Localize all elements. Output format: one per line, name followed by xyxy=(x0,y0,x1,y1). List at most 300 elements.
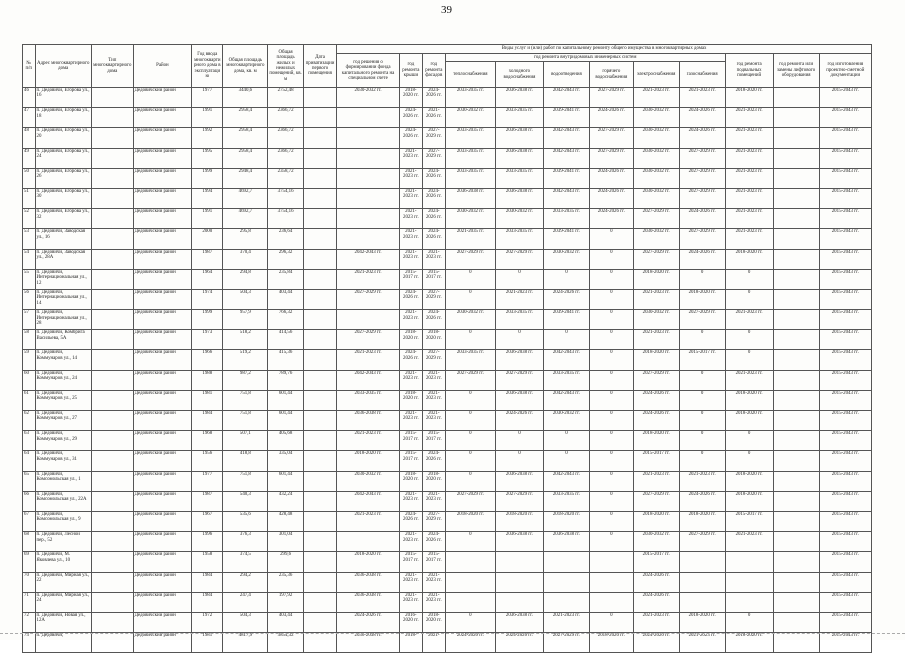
address-cell: п. Дедовичи, Заводская ул., 16 xyxy=(35,229,91,249)
address-cell: п. Дедовичи, Егорова ул., 18 xyxy=(35,108,91,128)
roof-cell: 2021-2023 гг. xyxy=(399,229,422,249)
hot-cell: 2027-2029 гг. xyxy=(589,148,633,168)
row-number: 52 xyxy=(23,209,36,229)
table-row xyxy=(23,229,872,249)
basement-cell: 2018-2020 гг. xyxy=(725,249,773,269)
total-area-cell: 751,8 xyxy=(223,411,268,431)
total-area-cell: 374,5 xyxy=(223,552,268,572)
facade-cell: 2018-2020 гг. xyxy=(422,330,445,350)
header-num: № п/п xyxy=(23,45,36,88)
elec-cell: 2030-2032 гг. xyxy=(633,229,679,249)
lift-cell xyxy=(773,148,819,168)
facade-cell: 2027-2029 гг. xyxy=(422,128,445,148)
type-cell xyxy=(91,592,133,612)
docs-cell: 2015-2043 гг. xyxy=(819,128,871,148)
heat-cell: 2030-2032 гг. xyxy=(445,108,495,128)
roof-cell: 2021-2023 гг. xyxy=(399,249,422,269)
res-area-cell: 236,64 xyxy=(268,229,304,249)
total-area-cell: 294,8 xyxy=(223,269,268,289)
cold-cell: 2033-2035 гг. xyxy=(495,310,543,330)
district-cell: Дедовичский район xyxy=(133,289,191,309)
basement-cell: 0 xyxy=(725,612,773,632)
lift-cell xyxy=(773,88,819,108)
address-cell: п. Дедовичи, Новая ул., 12А xyxy=(35,612,91,632)
cold-cell: 2018-2020 гг. xyxy=(495,511,543,531)
sewer-cell: 2042-2043 гг. xyxy=(543,390,589,410)
table-row xyxy=(23,310,872,330)
hot-cell xyxy=(589,572,633,592)
basement-cell xyxy=(725,552,773,572)
elec-cell: 2021-2023 гг. xyxy=(633,612,679,632)
sewer-cell: 0 xyxy=(543,269,589,289)
date-priv-cell xyxy=(303,128,336,148)
docs-cell: 2015-2043 гг. xyxy=(819,451,871,471)
type-cell xyxy=(91,88,133,108)
hot-cell: 0 xyxy=(589,511,633,531)
row-number: 51 xyxy=(23,188,36,208)
district-cell: Дедовичский район xyxy=(133,310,191,330)
gas-cell: 0 xyxy=(679,431,725,451)
total-area-cell: 2958,4 xyxy=(223,128,268,148)
gas-cell xyxy=(679,572,725,592)
sewer-cell: 2033-2035 гг. xyxy=(543,370,589,390)
date-priv-cell xyxy=(303,148,336,168)
date-priv-cell xyxy=(303,552,336,572)
table-row xyxy=(23,269,872,289)
fund-year-cell: 2021-2023 гг. xyxy=(337,269,400,289)
gas-cell: 2021-2023 гг. xyxy=(679,88,725,108)
fund-year-cell: 2021-2023 гг. xyxy=(337,431,400,451)
year-cell: 1977 xyxy=(192,88,223,108)
docs-cell: 2015-2043 гг. xyxy=(819,411,871,431)
row-number: 62 xyxy=(23,411,36,431)
docs-cell: 2015-2043 гг. xyxy=(819,390,871,410)
year-cell: 1988 xyxy=(192,370,223,390)
heat-cell: 2027-2029 гг. xyxy=(445,249,495,269)
date-priv-cell xyxy=(303,431,336,451)
total-area-cell: 987,2 xyxy=(223,370,268,390)
table-row xyxy=(23,390,872,410)
res-area-cell: 299,6 xyxy=(268,552,304,572)
table-row xyxy=(23,471,872,491)
address-cell: п. Дедовичи, Мирная ул., 22 xyxy=(35,572,91,592)
hot-cell: 0 xyxy=(589,310,633,330)
facade-cell: 2021-2023 гг. xyxy=(422,592,445,612)
lift-cell xyxy=(773,592,819,612)
basement-cell: 2021-2023 гг. xyxy=(725,148,773,168)
total-area-cell: 540,3 xyxy=(223,491,268,511)
cold-cell: 2036-2038 гг. xyxy=(495,532,543,552)
basement-cell: 0 xyxy=(725,431,773,451)
roof-cell: 2021-2023 гг. xyxy=(399,209,422,229)
basement-cell: 0 xyxy=(725,451,773,471)
heat-cell: 2033-2035 гг. xyxy=(445,148,495,168)
district-cell: Дедовичский район xyxy=(133,269,191,289)
gas-cell: 2024-2026 гг. xyxy=(679,108,725,128)
elec-cell: 2030-2032 гг. xyxy=(633,108,679,128)
type-cell xyxy=(91,431,133,451)
sewer-cell xyxy=(543,552,589,572)
hot-cell: 0 xyxy=(589,411,633,431)
cold-cell: 2036-2038 гг. xyxy=(495,612,543,632)
sewer-cell: 2042-2043 гг. xyxy=(543,128,589,148)
lift-cell xyxy=(773,431,819,451)
sewer-cell: 2042-2043 гг. xyxy=(543,88,589,108)
fund-year-cell: 2042-2043 гг. xyxy=(337,249,400,269)
year-cell: 1984 xyxy=(192,592,223,612)
fund-year-cell: 2024-2026 гг. xyxy=(337,612,400,632)
roof-cell: 2024-2026 гг. xyxy=(399,108,422,128)
facade-cell: 2015-2017 гг. xyxy=(422,552,445,572)
type-cell xyxy=(91,532,133,552)
docs-cell: 2015-2043 гг. xyxy=(819,88,871,108)
res-area-cell: 414,56 xyxy=(268,330,304,350)
sewer-cell: 2042-2043 гг. xyxy=(543,471,589,491)
date-priv-cell xyxy=(303,350,336,370)
elec-cell: 2018-2020 гг. xyxy=(633,511,679,531)
elec-cell: 2030-2032 гг. xyxy=(633,168,679,188)
row-number: 68 xyxy=(23,532,36,552)
type-cell xyxy=(91,168,133,188)
type-cell xyxy=(91,108,133,128)
date-priv-cell xyxy=(303,451,336,471)
roof-cell: 2024-2026 гг. xyxy=(399,511,422,531)
address-cell: п. Дедовичи, Егорова ул., 24 xyxy=(35,148,91,168)
cold-cell: 2036-2038 гг. xyxy=(495,128,543,148)
elec-cell: 2027-2029 гг. xyxy=(633,370,679,390)
cold-cell xyxy=(495,552,543,572)
address-cell: п. Дедовичи, Комсомольская ул., 22А xyxy=(35,491,91,511)
gas-cell: 2024-2026 гг. xyxy=(679,209,725,229)
header-lift: год ремонта или замены лифтового оборудования xyxy=(773,54,819,88)
lift-cell xyxy=(773,229,819,249)
district-cell: Дедовичский район xyxy=(133,451,191,471)
heat-cell xyxy=(445,572,495,592)
res-area-cell: 766,32 xyxy=(268,310,304,330)
district-cell: Дедовичский район xyxy=(133,572,191,592)
date-priv-cell xyxy=(303,491,336,511)
cold-cell: 2024-2026 гг. xyxy=(495,411,543,431)
hot-cell: 0 xyxy=(589,390,633,410)
total-area-cell: 370,4 xyxy=(223,249,268,269)
row-number: 53 xyxy=(23,229,36,249)
header-services-group: Виды услуг и (или) работ по капитальному ремонту общего имущества в многоквартирных домах xyxy=(337,45,872,54)
basement-cell: 2021-2023 гг. xyxy=(725,370,773,390)
sewer-cell: 2042-2043 гг. xyxy=(543,350,589,370)
total-area-cell: 295,8 xyxy=(223,229,268,249)
lift-cell xyxy=(773,128,819,148)
fund-year-cell xyxy=(337,148,400,168)
lift-cell xyxy=(773,390,819,410)
facade-cell: 2024-2026 гг. xyxy=(422,451,445,471)
gas-cell: 0 xyxy=(679,390,725,410)
basement-cell: 2021-2023 гг. xyxy=(725,108,773,128)
gas-cell: 2027-2029 гг. xyxy=(679,188,725,208)
lift-cell xyxy=(773,471,819,491)
lift-cell xyxy=(773,350,819,370)
gas-cell: 0 xyxy=(679,411,725,431)
address-cell: п. Дедовичи, Егорова ул., 16 xyxy=(35,88,91,108)
heat-cell: 2033-2035 гг. xyxy=(445,350,495,370)
year-cell: 1984 xyxy=(192,411,223,431)
basement-cell: 2021-2023 гг. xyxy=(725,188,773,208)
heat-cell: 0 xyxy=(445,390,495,410)
type-cell xyxy=(91,370,133,390)
elec-cell: 2027-2029 гг. xyxy=(633,491,679,511)
district-cell: Дедовичский район xyxy=(133,532,191,552)
gas-cell: 2018-2020 гг. xyxy=(679,612,725,632)
header-sewer: водоотведения xyxy=(543,62,589,88)
cold-cell: 0 xyxy=(495,451,543,471)
district-cell: Дедовичский район xyxy=(133,370,191,390)
heat-cell: 2033-2035 гг. xyxy=(445,128,495,148)
res-area-cell: 428,48 xyxy=(268,511,304,531)
res-area-cell: 432,24 xyxy=(268,491,304,511)
sewer-cell: 2024-2026 гг. xyxy=(543,289,589,309)
cold-cell: 2027-2029 гг. xyxy=(495,249,543,269)
res-area-cell: 601,44 xyxy=(268,471,304,491)
elec-cell: 2024-2026 гг. xyxy=(633,633,679,653)
roof-cell: 2021-2023 гг. xyxy=(399,532,422,552)
roof-cell: 2018-2020 гг. xyxy=(399,471,422,491)
row-number: 70 xyxy=(23,572,36,592)
cold-cell: 2036-2038 гг. xyxy=(495,350,543,370)
elec-cell: 2021-2023 гг. xyxy=(633,88,679,108)
res-area-cell: 296,32 xyxy=(268,249,304,269)
total-area-cell: 957,9 xyxy=(223,310,268,330)
total-area-cell: 418,8 xyxy=(223,451,268,471)
hot-cell: 0 xyxy=(589,491,633,511)
fund-year-cell: 2021-2023 гг. xyxy=(337,350,400,370)
fund-year-cell: 2030-2032 гг. xyxy=(337,471,400,491)
heat-cell: 0 xyxy=(445,431,495,451)
res-area-cell: 3854,32 xyxy=(268,633,304,653)
res-area-cell: 197,92 xyxy=(268,592,304,612)
cold-cell: 2033-2035 гг. xyxy=(495,108,543,128)
address-cell: п. Дедовичи, Интернациональная ул., 12 xyxy=(35,269,91,289)
docs-cell: 2015-2043 гг. xyxy=(819,229,871,249)
cold-cell: 0 xyxy=(495,330,543,350)
type-cell xyxy=(91,188,133,208)
date-priv-cell xyxy=(303,108,336,128)
date-priv-cell xyxy=(303,471,336,491)
row-number: 54 xyxy=(23,249,36,269)
address-cell: п. Дедовичи, Егорова ул., 26 xyxy=(35,168,91,188)
gas-cell: 2024-2026 гг. xyxy=(679,249,725,269)
address-cell: п. Дедовичи, Коммунаров ул., 24 xyxy=(35,370,91,390)
type-cell xyxy=(91,330,133,350)
facade-cell: 2024-2026 гг. xyxy=(422,310,445,330)
fund-year-cell: 2027-2029 гг. xyxy=(337,330,400,350)
docs-cell: 2015-2043 гг. xyxy=(819,148,871,168)
res-area-cell: 335,04 xyxy=(268,451,304,471)
row-number: 47 xyxy=(23,108,36,128)
roof-cell: 2015-2017 гг. xyxy=(399,269,422,289)
type-cell xyxy=(91,289,133,309)
heat-cell: 0 xyxy=(445,411,495,431)
res-area-cell: 3754,16 xyxy=(268,209,304,229)
hot-cell: 2024-2026 гг. xyxy=(589,209,633,229)
heat-cell: 0 xyxy=(445,612,495,632)
gas-cell: 2018-2020 гг. xyxy=(679,511,725,531)
year-cell: 1972 xyxy=(192,612,223,632)
type-cell xyxy=(91,350,133,370)
table-row xyxy=(23,431,872,451)
gas-cell: 2015-2017 гг. xyxy=(679,350,725,370)
docs-cell: 2015-2043 гг. xyxy=(819,350,871,370)
district-cell: Дедовичский район xyxy=(133,471,191,491)
roof-cell: 2015-2017 гг. xyxy=(399,431,422,451)
table-row xyxy=(23,451,872,471)
total-area-cell: 518,2 xyxy=(223,330,268,350)
hot-cell xyxy=(589,592,633,612)
year-cell: 1977 xyxy=(192,471,223,491)
sewer-cell: 2042-2043 гг. xyxy=(543,148,589,168)
address-cell: п. Дедовичи, Заводская ул., 28А xyxy=(35,249,91,269)
basement-cell: 2021-2023 гг. xyxy=(725,209,773,229)
heat-cell: 2036-2038 гг. xyxy=(445,188,495,208)
header-district: Район xyxy=(133,45,191,88)
lift-cell xyxy=(773,612,819,632)
fund-year-cell: 2036-2038 гг. xyxy=(337,572,400,592)
basement-cell: 0 xyxy=(725,350,773,370)
fund-year-cell: 2042-2043 гг. xyxy=(337,370,400,390)
roof-cell: 2021-2023 гг. xyxy=(399,572,422,592)
table-row xyxy=(23,88,872,108)
year-cell: 1967 xyxy=(192,511,223,531)
facade-cell: 2021-2023 гг. xyxy=(422,370,445,390)
basement-cell xyxy=(725,592,773,612)
header-eng-group: год ремонта внутридомовых инженерных систем xyxy=(445,54,725,62)
basement-cell: 2018-2020 гг. xyxy=(725,471,773,491)
res-area-cell: 601,44 xyxy=(268,411,304,431)
res-area-cell: 415,36 xyxy=(268,350,304,370)
total-area-cell: 504,3 xyxy=(223,612,268,632)
type-cell xyxy=(91,128,133,148)
gas-cell: 2024-2026 гг. xyxy=(679,491,725,511)
year-cell: 1973 xyxy=(192,330,223,350)
district-cell: Дедовичский район xyxy=(133,390,191,410)
basement-cell: 2021-2023 гг. xyxy=(725,128,773,148)
heat-cell: 2033-2035 гг. xyxy=(445,168,495,188)
lift-cell xyxy=(773,552,819,572)
res-area-cell: 2366,72 xyxy=(268,108,304,128)
capital-repair-table xyxy=(22,44,872,653)
address-cell: п. Дедовичи, Коммунаров ул., 25 xyxy=(35,390,91,410)
basement-cell: 2015-2017 гг. xyxy=(725,511,773,531)
type-cell xyxy=(91,451,133,471)
facade-cell: 2015-2017 гг. xyxy=(422,269,445,289)
date-priv-cell xyxy=(303,612,336,632)
elec-cell: 2030-2032 гг. xyxy=(633,310,679,330)
facade-cell: 2024-2026 гг. xyxy=(422,209,445,229)
res-area-cell: 403,44 xyxy=(268,612,304,632)
cold-cell: 0 xyxy=(495,269,543,289)
gas-cell: 2024-2026 гг. xyxy=(679,128,725,148)
lift-cell xyxy=(773,572,819,592)
docs-cell: 2015-2043 гг. xyxy=(819,592,871,612)
header-total-area: Общая площадь многоквартирного дома, кв. м xyxy=(223,45,268,88)
district-cell: Дедовичский район xyxy=(133,148,191,168)
row-number: 72 xyxy=(23,612,36,632)
elec-cell: 2018-2020 гг. xyxy=(633,431,679,451)
sewer-cell: 2036-2038 гг. xyxy=(543,532,589,552)
gas-cell: 2027-2029 гг. xyxy=(679,310,725,330)
roof-cell: 2018-2020 гг. xyxy=(399,330,422,350)
sewer-cell: 0 xyxy=(543,330,589,350)
fund-year-cell xyxy=(337,229,400,249)
basement-cell: 2018-2020 гг. xyxy=(725,411,773,431)
cold-cell: 2036-2038 гг. xyxy=(495,471,543,491)
heat-cell: 0 xyxy=(445,269,495,289)
sewer-cell: 2030-2032 гг. xyxy=(543,249,589,269)
elec-cell: 2024-2026 гг. xyxy=(633,390,679,410)
address-cell: п. Дедовичи, Интернациональная ул., 14 xyxy=(35,289,91,309)
row-number: 57 xyxy=(23,310,36,330)
hot-cell: 2024-2026 гг. xyxy=(589,108,633,128)
res-area-cell: 2752,48 xyxy=(268,88,304,108)
table-row xyxy=(23,350,872,370)
table-row xyxy=(23,592,872,612)
roof-cell: 2024-2026 гг. xyxy=(399,128,422,148)
district-cell: Дедовичский район xyxy=(133,88,191,108)
sewer-cell: 2039-2041 гг. xyxy=(543,108,589,128)
elec-cell: 2024-2026 гг. xyxy=(633,572,679,592)
year-cell: 1994 xyxy=(192,188,223,208)
hot-cell: 0 xyxy=(589,350,633,370)
elec-cell: 2030-2032 гг. xyxy=(633,128,679,148)
cold-cell xyxy=(495,592,543,612)
basement-cell: 2018-2020 гг. xyxy=(725,491,773,511)
header-cold: холодного водоснабжения xyxy=(495,62,543,88)
lift-cell xyxy=(773,269,819,289)
cold-cell: 2033-2035 гг. xyxy=(495,168,543,188)
basement-cell: 2021-2023 гг. xyxy=(725,310,773,330)
hot-cell: 2027-2029 гг. xyxy=(589,88,633,108)
res-area-cell: 789,76 xyxy=(268,370,304,390)
elec-cell: 2030-2032 гг. xyxy=(633,532,679,552)
roof-cell: 2021-2023 гг. xyxy=(399,411,422,431)
type-cell xyxy=(91,269,133,289)
date-priv-cell xyxy=(303,572,336,592)
fund-year-cell: 2042-2043 гг. xyxy=(337,491,400,511)
roof-cell: 2021-2023 гг. xyxy=(399,310,422,330)
heat-cell: 2027-2029 гг. xyxy=(445,491,495,511)
docs-cell: 2015-2043 гг. xyxy=(819,289,871,309)
facade-cell: 2018-2020 гг. xyxy=(422,612,445,632)
header-hot: горячего водоснабжения xyxy=(589,62,633,88)
res-area-cell: 2366,72 xyxy=(268,148,304,168)
date-priv-cell xyxy=(303,269,336,289)
address-cell: п. Дедовичи, Егорова ул., 32 xyxy=(35,209,91,229)
gas-cell xyxy=(679,592,725,612)
docs-cell: 2015-2043 гг. xyxy=(819,511,871,531)
lift-cell xyxy=(773,532,819,552)
lift-cell xyxy=(773,330,819,350)
cold-cell: 2036-2038 гг. xyxy=(495,390,543,410)
docs-cell: 2015-2043 гг. xyxy=(819,188,871,208)
row-number: 63 xyxy=(23,431,36,451)
address-cell: п. Дедовичи, Коммунаров ул., 29 xyxy=(35,431,91,451)
roof-cell: 2018-2020 гг. xyxy=(399,390,422,410)
roof-cell: 2021-2023 гг. xyxy=(399,188,422,208)
gas-cell: 0 xyxy=(679,330,725,350)
docs-cell: 2015-2043 гг. xyxy=(819,612,871,632)
fund-year-cell xyxy=(337,108,400,128)
heat-cell: 2021-2035 гг. xyxy=(445,229,495,249)
docs-cell: 2015-2043 гг. xyxy=(819,269,871,289)
district-cell: Дедовичский район xyxy=(133,552,191,572)
